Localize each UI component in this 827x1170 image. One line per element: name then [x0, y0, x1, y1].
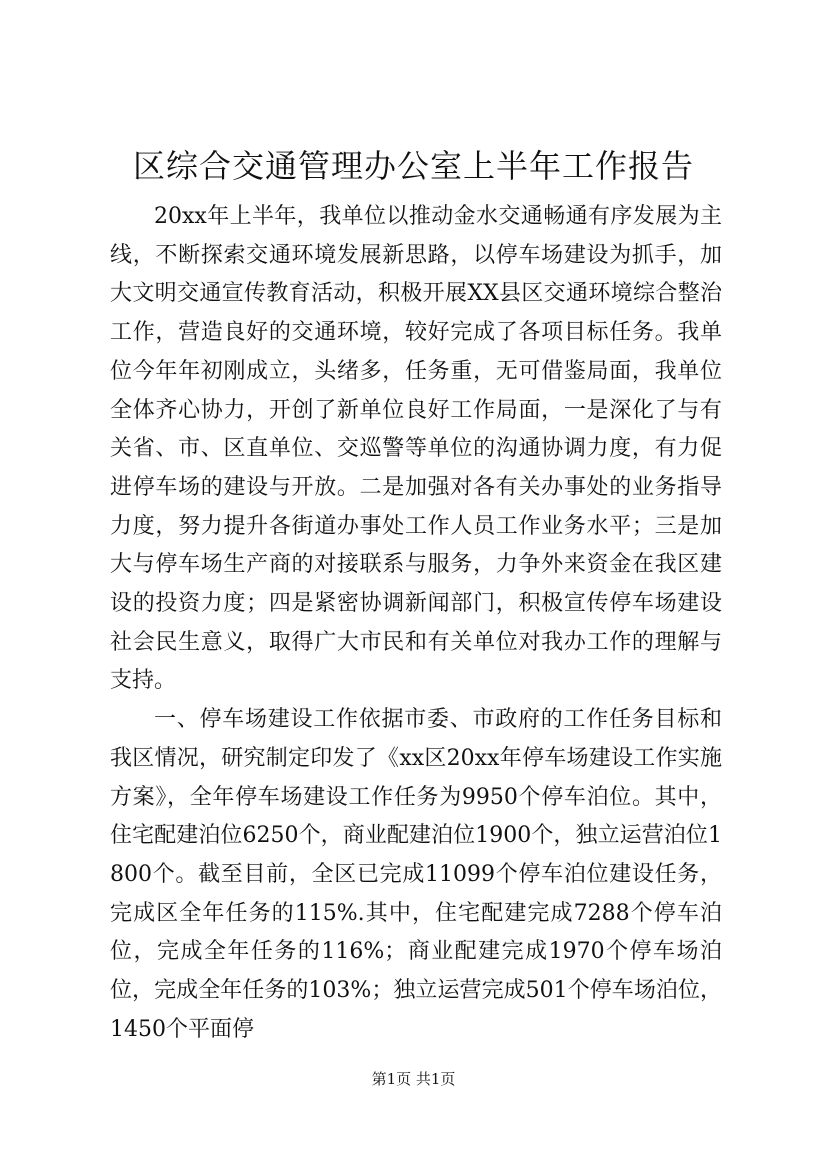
document-title: 区综合交通管理办公室上半年工作报告 [132, 147, 694, 185]
paragraph-parking-construction: 一、停车场建设工作依据市委、市政府的工作任务目标和我区情况，研究制定印发了《xx区20xx年停车场建设工作实施方案》，全年停车场建设工作任务为9950个停车泊位。其中，住宅配建泊位6250个，商业配建泊位1900个，独立运营泊位1800个。截至目前，全区已完成11099个停车泊位建设任务，完成区全年任务的115%.其中，住宅配建完成7288个停车泊位，完成全年任务的116%；商业配建完成1970个停车场泊位，完成全年任务的103%；独立运营完成501个停车场泊位，1450个平面停 [110, 707, 722, 1042]
paragraph-intro: 20xx年上半年，我单位以推动金水交通畅通有序发展为主线，不断探索交通环境发展新思路，以停车场建设为抓手，加大文明交通宣传教育活动，积极开展XX县区交通环境综合整治工作，营造良好的交通环境，较好完成了各项目标任务。我单位今年年初刚成立，头绪多，任务重，无可借鉴局面，我单位全体齐心协力，开创了新单位良好工作局面，一是深化了与有关省、市、区直单位、交巡警等单位的沟通协调力度，有力促进停车场的建设与开放。二是加强对各有关办事处的业务指导力度，努力提升各街道办事处工作人员工作业务水平；三是加大与停车场生产商的对接联系与服务，力争外来资金在我区建设的投资力度；四是紧密协调新闻部门，积极宣传停车场建设社会民生意义，取得广大市民和有关单位对我办工作的理解与支持。 [110, 204, 722, 694]
page-footer: 第1页 共1页 [371, 1070, 456, 1088]
document-body [110, 198, 722, 1049]
